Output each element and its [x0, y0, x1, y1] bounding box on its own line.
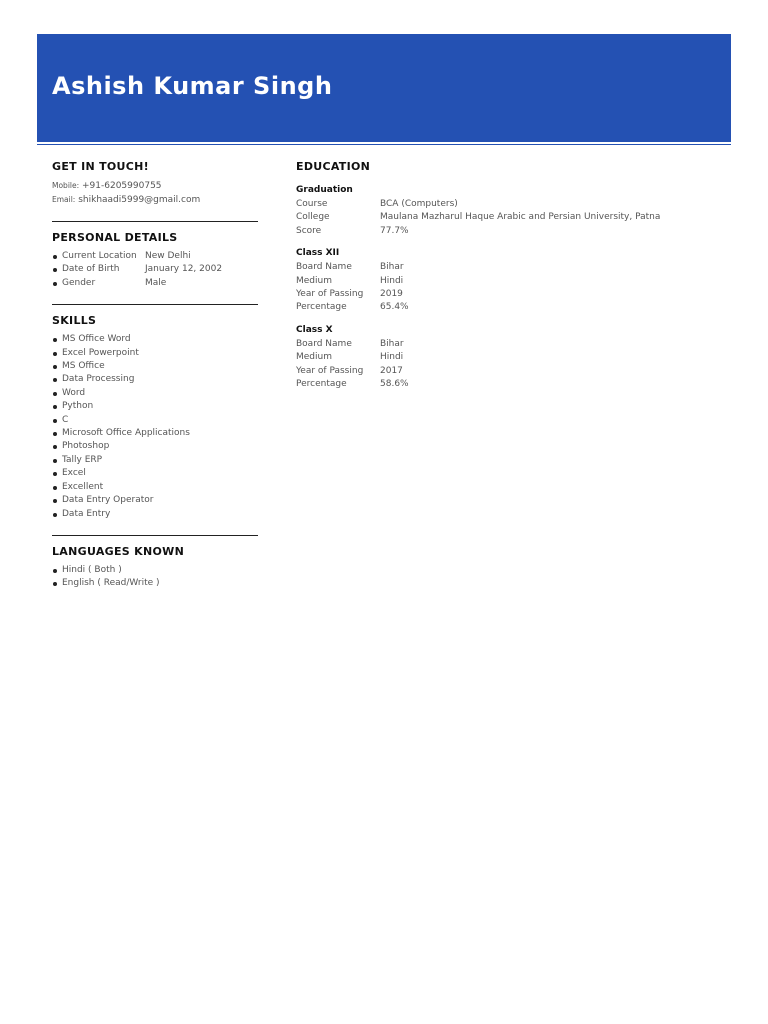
email-label: Email:: [52, 195, 76, 204]
skill-item: Excellent: [52, 481, 258, 494]
skill-item: Python: [52, 400, 258, 413]
education-label: Year of Passing: [296, 289, 364, 300]
language-item: Hindi ( Both ): [52, 564, 258, 577]
skill-item: MS Office: [52, 360, 258, 373]
contact-email: [52, 193, 258, 207]
education-row: [296, 301, 716, 314]
education-row: [296, 378, 716, 391]
education-row: [296, 275, 716, 288]
education-row: [296, 365, 716, 378]
list-item: [52, 263, 258, 276]
personal-value: New Delhi: [145, 251, 191, 261]
education-label: Course: [296, 199, 328, 209]
skill-item: Excel: [52, 467, 258, 480]
personal-value: January 12, 2002: [145, 264, 223, 275]
education-group-heading: Class XII: [296, 248, 340, 259]
education-label: Board Name: [296, 338, 352, 349]
list-item: [52, 250, 258, 263]
languages-list: [52, 564, 258, 591]
personal-details-list: [52, 250, 258, 290]
education-group-heading: Graduation: [296, 185, 353, 195]
education-value: 77.7%: [380, 225, 409, 236]
section-divider: [52, 304, 258, 305]
language-item: English ( Read/Write ): [52, 577, 258, 590]
skill-item: Microsoft Office Applications: [52, 427, 258, 440]
languages-section-title: LANGUAGES KNOWN: [52, 544, 185, 558]
education-row: [296, 211, 716, 224]
education-row: [296, 198, 716, 211]
education-row: [296, 225, 716, 238]
education-value: 65.4%: [380, 302, 409, 313]
section-divider: [52, 221, 258, 222]
mobile-label: Mobile:: [52, 181, 80, 190]
education-value: 58.6%: [380, 379, 409, 390]
mobile-value: +91-6205990755: [82, 181, 162, 191]
personal-label: Current Location: [62, 251, 137, 261]
candidate-name: Ashish Kumar Singh: [52, 72, 333, 100]
skill-item: C: [52, 414, 258, 427]
education-label: Year of Passing: [296, 365, 364, 376]
contact-section-title: GET IN TOUCH!: [52, 160, 149, 173]
education-value: BCA (Computers): [380, 199, 458, 209]
skill-item: Data Processing: [52, 373, 258, 386]
education-value: Hindi: [380, 275, 404, 286]
personal-label: Gender: [62, 277, 96, 288]
education-value: Bihar: [380, 338, 404, 349]
list-item: [52, 277, 258, 290]
resume-header: [37, 34, 731, 142]
education-label: Medium: [296, 352, 332, 363]
section-divider: [52, 535, 258, 536]
education-label: Board Name: [296, 262, 352, 273]
education-label: Medium: [296, 275, 332, 286]
skill-item: Photoshop: [52, 440, 258, 453]
header-underline: [37, 144, 731, 145]
skill-item: MS Office Word: [52, 333, 258, 346]
education-row: [296, 288, 716, 301]
skills-section-title: SKILLS: [52, 314, 97, 328]
education-value: 2017: [380, 365, 403, 376]
email-value[interactable]: shikhaadi5999@gmail.com: [78, 195, 201, 205]
education-label: Percentage: [296, 379, 347, 390]
education-value: Maulana Mazharul Haque Arabic and Persian University, Patna: [380, 212, 661, 223]
education-row: [296, 338, 716, 351]
education-value: Hindi: [380, 352, 404, 363]
contact-mobile: [52, 179, 258, 193]
personal-section-title: PERSONAL DETAILS: [52, 231, 178, 244]
skill-item: Word: [52, 387, 258, 400]
personal-value: Male: [145, 277, 167, 288]
personal-label: Date of Birth: [62, 264, 120, 275]
education-label: Percentage: [296, 302, 347, 313]
education-label: College: [296, 212, 330, 223]
education-section-title: EDUCATION: [296, 160, 371, 173]
skill-item: Data Entry: [52, 508, 258, 521]
right-column: [296, 160, 716, 391]
education-row: [296, 261, 716, 274]
left-column: [52, 160, 258, 591]
skill-item: Excel Powerpoint: [52, 347, 258, 360]
education-label: Score: [296, 225, 322, 236]
skills-list: [52, 333, 258, 521]
education-value: 2019: [380, 289, 403, 300]
education-row: [296, 351, 716, 364]
skill-item: Data Entry Operator: [52, 494, 258, 507]
education-group-heading: Class X: [296, 324, 333, 335]
skill-item: Tally ERP: [52, 454, 258, 467]
education-value: Bihar: [380, 262, 404, 273]
